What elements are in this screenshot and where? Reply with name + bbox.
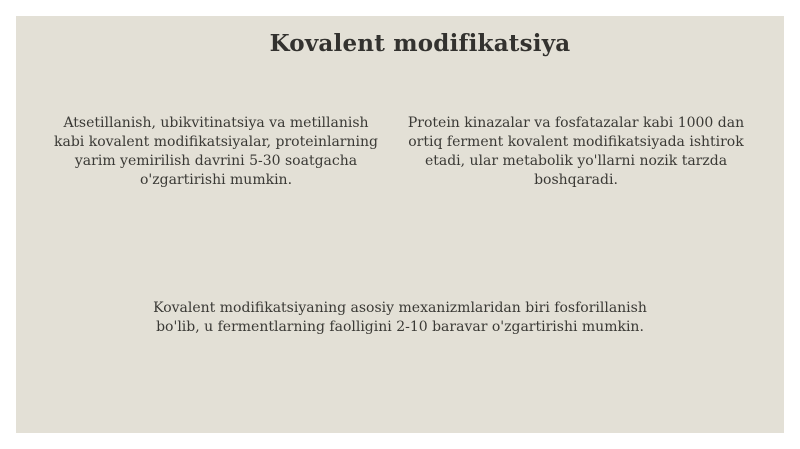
slide xyxy=(16,16,784,433)
slide-title: Kovalent modifikatsiya xyxy=(269,30,571,57)
paragraph-left: Atsetillanish, ubikvitinatsiya va metillanish kabi kovalent modifikatsiyalar, proteinlarning yarim yemirilish davrini 5-30 soatgacha o'zgartirishi mumkin. xyxy=(54,115,378,188)
paragraph-bottom: Kovalent modifikatsiyaning asosiy mexanizmlaridan biri fosforillanish bo'lib, u fermentlarning faolligini 2-10 baravar o'zgartirishi mumkin. xyxy=(153,300,647,335)
paragraph-right: Protein kinazalar va fosfatazalar kabi 1000 dan ortiq ferment kovalent modifikatsiyada ishtirok etadi, ular metabolik yo'llarni nozik tarzda boshqaradi. xyxy=(407,115,745,188)
